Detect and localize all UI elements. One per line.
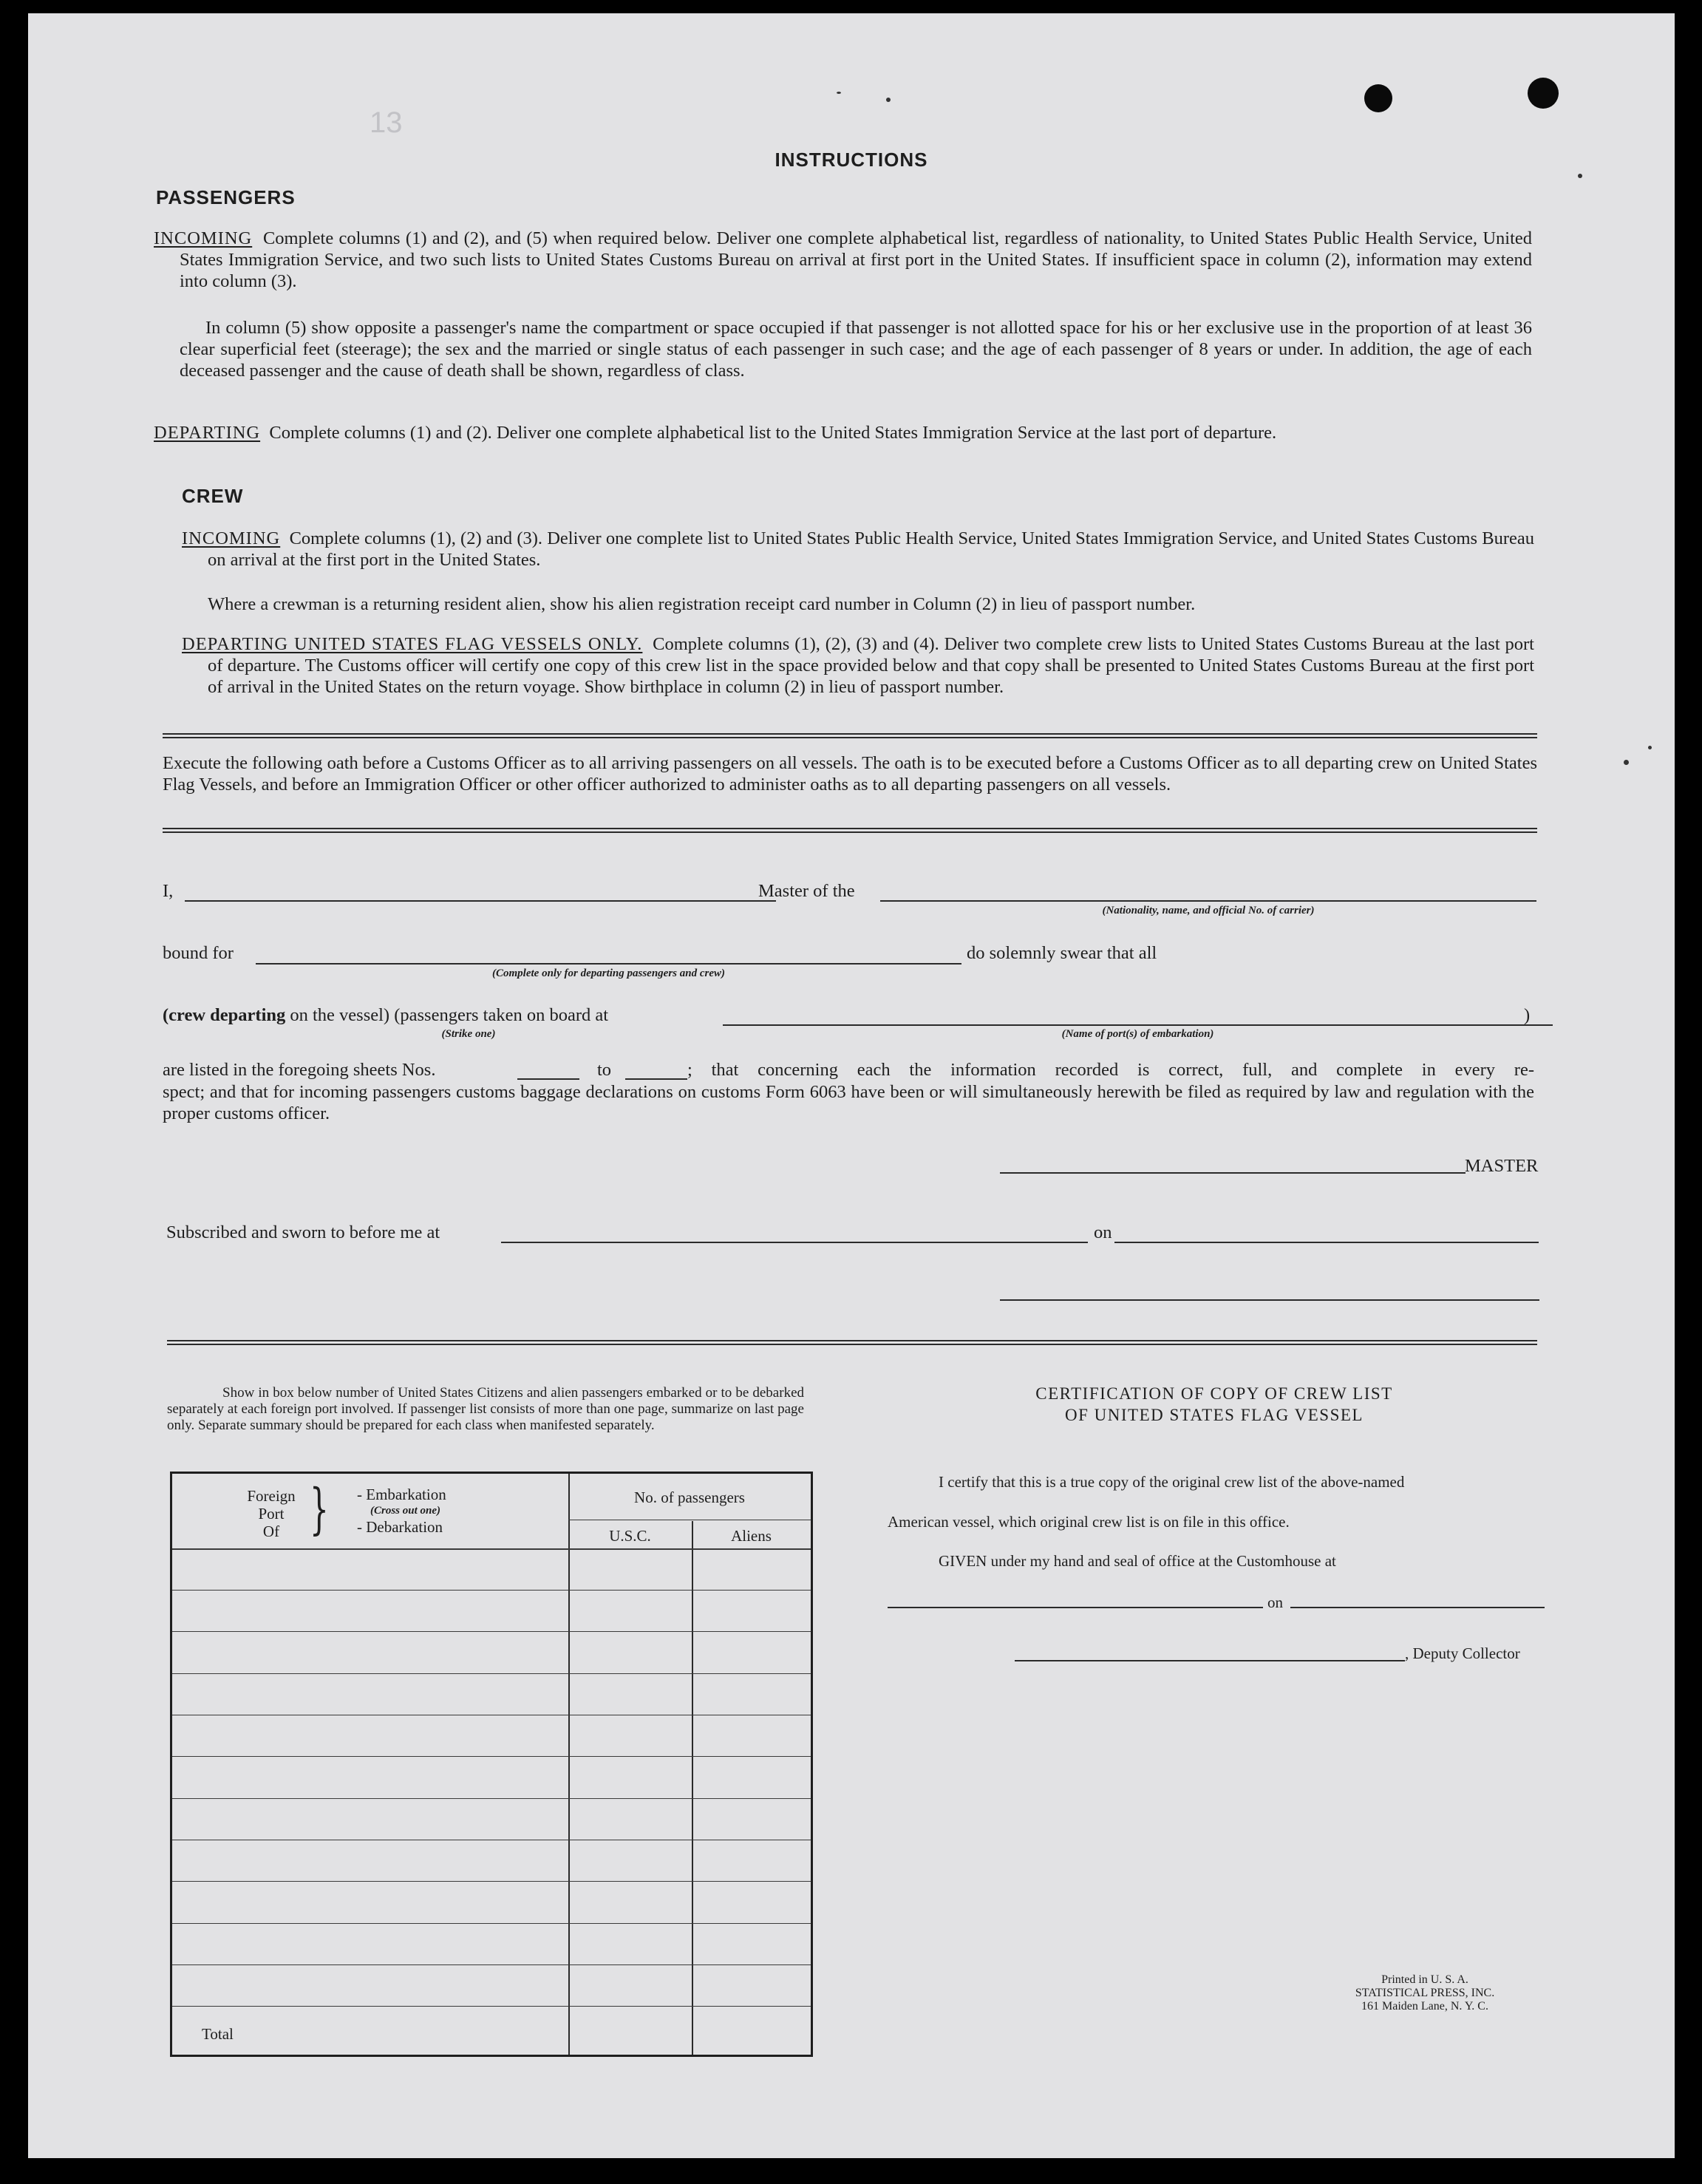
punch-hole-right: [1528, 78, 1559, 109]
speck: [1624, 760, 1629, 765]
table-row: [172, 1756, 811, 1757]
divider: [163, 828, 1537, 833]
given-text: GIVEN under my hand and seal of office at the Customhouse at: [939, 1552, 1336, 1570]
certification-title-1: CERTIFICATION OF COPY OF CREW LIST: [1035, 1384, 1393, 1403]
table-row: [172, 1590, 811, 1591]
listed-text-a: are listed in the foregoing sheets Nos.: [163, 1060, 436, 1080]
sheet-to-field[interactable]: [625, 1078, 687, 1080]
of-label: Of: [262, 1523, 280, 1540]
page-mark: 13: [370, 106, 403, 139]
on-vessel-text: on the vessel): [290, 1005, 390, 1025]
punch-hole-left: [1364, 84, 1392, 112]
master-signature-field[interactable]: [1000, 1172, 1466, 1174]
crew-heading: CREW: [182, 485, 244, 507]
ports-caption: (Name of port(s) of embarkation): [1061, 1028, 1214, 1040]
divider: [163, 733, 1537, 738]
master-of-the-label: Master of the: [758, 881, 855, 901]
oath-intro: Execute the following oath before a Customs Officer as to all arriving passengers on all vessels. The oath is to be executed before a Customs Officer as to all departing crew on United States Flag Vessels, and before an Immigration Officer or other officer authorized to administer oaths as to all departing passengers on all vessels.: [163, 753, 1537, 795]
crew-departing-text: Complete columns (1), (2), (3) and (4). Deliver two complete crew lists to United States Customs Bureau at the last port of departure. The Customs officer will certify one copy of this crew list in the space provided below and that copy shall be presented to United States Customs Bureau at the first port of arrival in the United States on the return voyage. Show birthplace in column (2) in lieu of passport number.: [208, 634, 1534, 697]
bound-for-caption: (Complete only for departing passengers and crew): [492, 967, 725, 979]
table-row: [172, 1964, 811, 1965]
swear-text: do solemnly swear that all: [967, 943, 1157, 963]
table-row: [172, 1631, 811, 1632]
form-page: [28, 13, 1675, 2158]
table-row: [172, 1548, 811, 1550]
crew-incoming: [182, 528, 1534, 571]
bound-for-label: bound for: [163, 943, 234, 963]
no-passengers-header: No. of passengers: [634, 1489, 745, 1506]
foreign-label: Foreign: [247, 1487, 296, 1505]
master-label: MASTER: [1465, 1156, 1539, 1176]
speck: [1578, 174, 1582, 178]
sworn-place-field[interactable]: [501, 1242, 1088, 1243]
carrier-field[interactable]: [880, 900, 1536, 902]
deputy-signature-field[interactable]: [1015, 1660, 1405, 1661]
passengers-departing: [154, 422, 1532, 443]
embarkation-option[interactable]: - Embarkation: [357, 1486, 446, 1503]
instructions-title: INSTRUCTIONS: [775, 149, 928, 171]
strike-caption: (Strike one): [441, 1028, 496, 1040]
crew-departing-strike-option[interactable]: (crew departing: [163, 1005, 286, 1025]
carrier-caption: (Nationality, name, and official No. of carrier): [1102, 905, 1315, 916]
passengers-departing-text: Complete columns (1) and (2). Deliver one complete alphabetical list to the United States Immigration Service at the last port of departure.: [269, 423, 1277, 443]
port-label: Port: [258, 1505, 285, 1523]
passengers-column5-text: In column (5) show opposite a passenger's name the compartment or space occupied if that passenger is not allotted space for his or her exclusive use in the proportion of at least 36 clear superficial feet (steerage); the sex and the married or single status of each passenger in such case; and the age of each passenger of 8 years or under. In addition, the age of each deceased passenger and the cause of death shall be shown, regardless of class.: [180, 318, 1532, 381]
officer-signature-field[interactable]: [1000, 1299, 1539, 1301]
printer-line-3: 161 Maiden Lane, N. Y. C.: [1361, 2000, 1488, 2013]
table-divider: [568, 1474, 570, 2055]
master-name-field[interactable]: [185, 900, 776, 902]
embarkation-ports-field[interactable]: [723, 1024, 1553, 1026]
table-row: [172, 1798, 811, 1799]
passengers-taken-option[interactable]: (passengers taken on board at: [394, 1005, 609, 1025]
deputy-collector-label: , Deputy Collector: [1405, 1644, 1520, 1662]
cert-date-field[interactable]: [1290, 1607, 1545, 1608]
speck: [837, 92, 841, 94]
oath-i-label: I,: [163, 881, 174, 901]
table-divider: [692, 1521, 693, 2055]
close-paren: ): [1524, 1005, 1531, 1025]
printer-line-2: STATISTICAL PRESS, INC.: [1355, 1987, 1495, 1999]
bound-for-field[interactable]: [256, 963, 961, 965]
cross-out-caption: (Cross out one): [370, 1505, 441, 1517]
debarkation-option[interactable]: - Debarkation: [357, 1518, 443, 1536]
divider: [167, 1340, 1537, 1345]
usc-header: U.S.C.: [609, 1527, 651, 1545]
passengers-departing-label: DEPARTING: [154, 423, 261, 443]
sworn-on-label: on: [1094, 1222, 1112, 1242]
crew-incoming-label: INCOMING: [182, 528, 281, 548]
crew-departing-option[interactable]: [163, 1005, 608, 1026]
speck: [886, 98, 891, 102]
sheet-from-field[interactable]: [517, 1078, 579, 1080]
cert-on-label: on: [1267, 1593, 1283, 1611]
listed-text-rest: spect; and that for incoming passengers customs baggage declarations on customs Form 6063 have been or will simultaneously herewith be filed as required by law and regulation with the proper customs officer.: [163, 1082, 1534, 1123]
sworn-date-field[interactable]: [1114, 1242, 1539, 1243]
total-label: Total: [202, 2025, 234, 2043]
passengers-incoming-text: Complete columns (1) and (2), and (5) when required below. Deliver one complete alphabetical list, regardless of nationality, to United States Public Health Service, United States Immigration Service, and two such lists to United States Customs Bureau on arrival at first port in the United States. If insufficient space in column (2), information may extend into column (3).: [180, 228, 1532, 291]
brace-icon: }: [310, 1477, 329, 1541]
speck: [1648, 746, 1652, 749]
certify-line-2: American vessel, which original crew list is on file in this office.: [888, 1513, 1290, 1531]
passengers-incoming: [154, 228, 1532, 292]
table-row: [172, 1923, 811, 1924]
listed-text-b: ; that concerning each the information recorded is correct, full, and complete in every re-: [687, 1060, 1534, 1080]
table-row: [172, 1881, 811, 1882]
passengers-incoming-label: INCOMING: [154, 228, 253, 248]
crew-incoming-text: Complete columns (1), (2) and (3). Deliver one complete list to United States Public Health Service, United States Immigration Service, and United States Customs Bureau on arrival at the first port in the United States.: [208, 528, 1534, 570]
crew-departing: [182, 633, 1534, 698]
table-row: [172, 2006, 811, 2007]
certification-title-2: OF UNITED STATES FLAG VESSEL: [1065, 1406, 1364, 1424]
customhouse-field[interactable]: [888, 1607, 1263, 1608]
passengers-heading: PASSENGERS: [156, 186, 296, 208]
listed-to-label: to: [597, 1060, 612, 1080]
passenger-summary-table: [170, 1472, 813, 2057]
crew-resident-text: Where a crewman is a returning resident alien, show his alien registration receipt card number in Column (2) in lieu of passport number.: [208, 594, 1196, 614]
aliens-header: Aliens: [731, 1527, 772, 1545]
printer-line-1: Printed in U. S. A.: [1381, 1973, 1468, 1986]
subscribed-label: Subscribed and sworn to before me at: [166, 1222, 440, 1242]
table-row: [172, 1673, 811, 1674]
certify-line-1: I certify that this is a true copy of the original crew list of the above-named: [939, 1473, 1405, 1491]
summary-instructions: Show in box below number of United States Citizens and alien passengers embarked or to be debarked separately at each foreign port involved. If passenger list consists of more than one page, summarize on last page only. Separate summary should be prepared for each class when manifested separately.: [167, 1385, 804, 1433]
crew-departing-label: DEPARTING UNITED STATES FLAG VESSELS ONLY.: [182, 634, 643, 654]
